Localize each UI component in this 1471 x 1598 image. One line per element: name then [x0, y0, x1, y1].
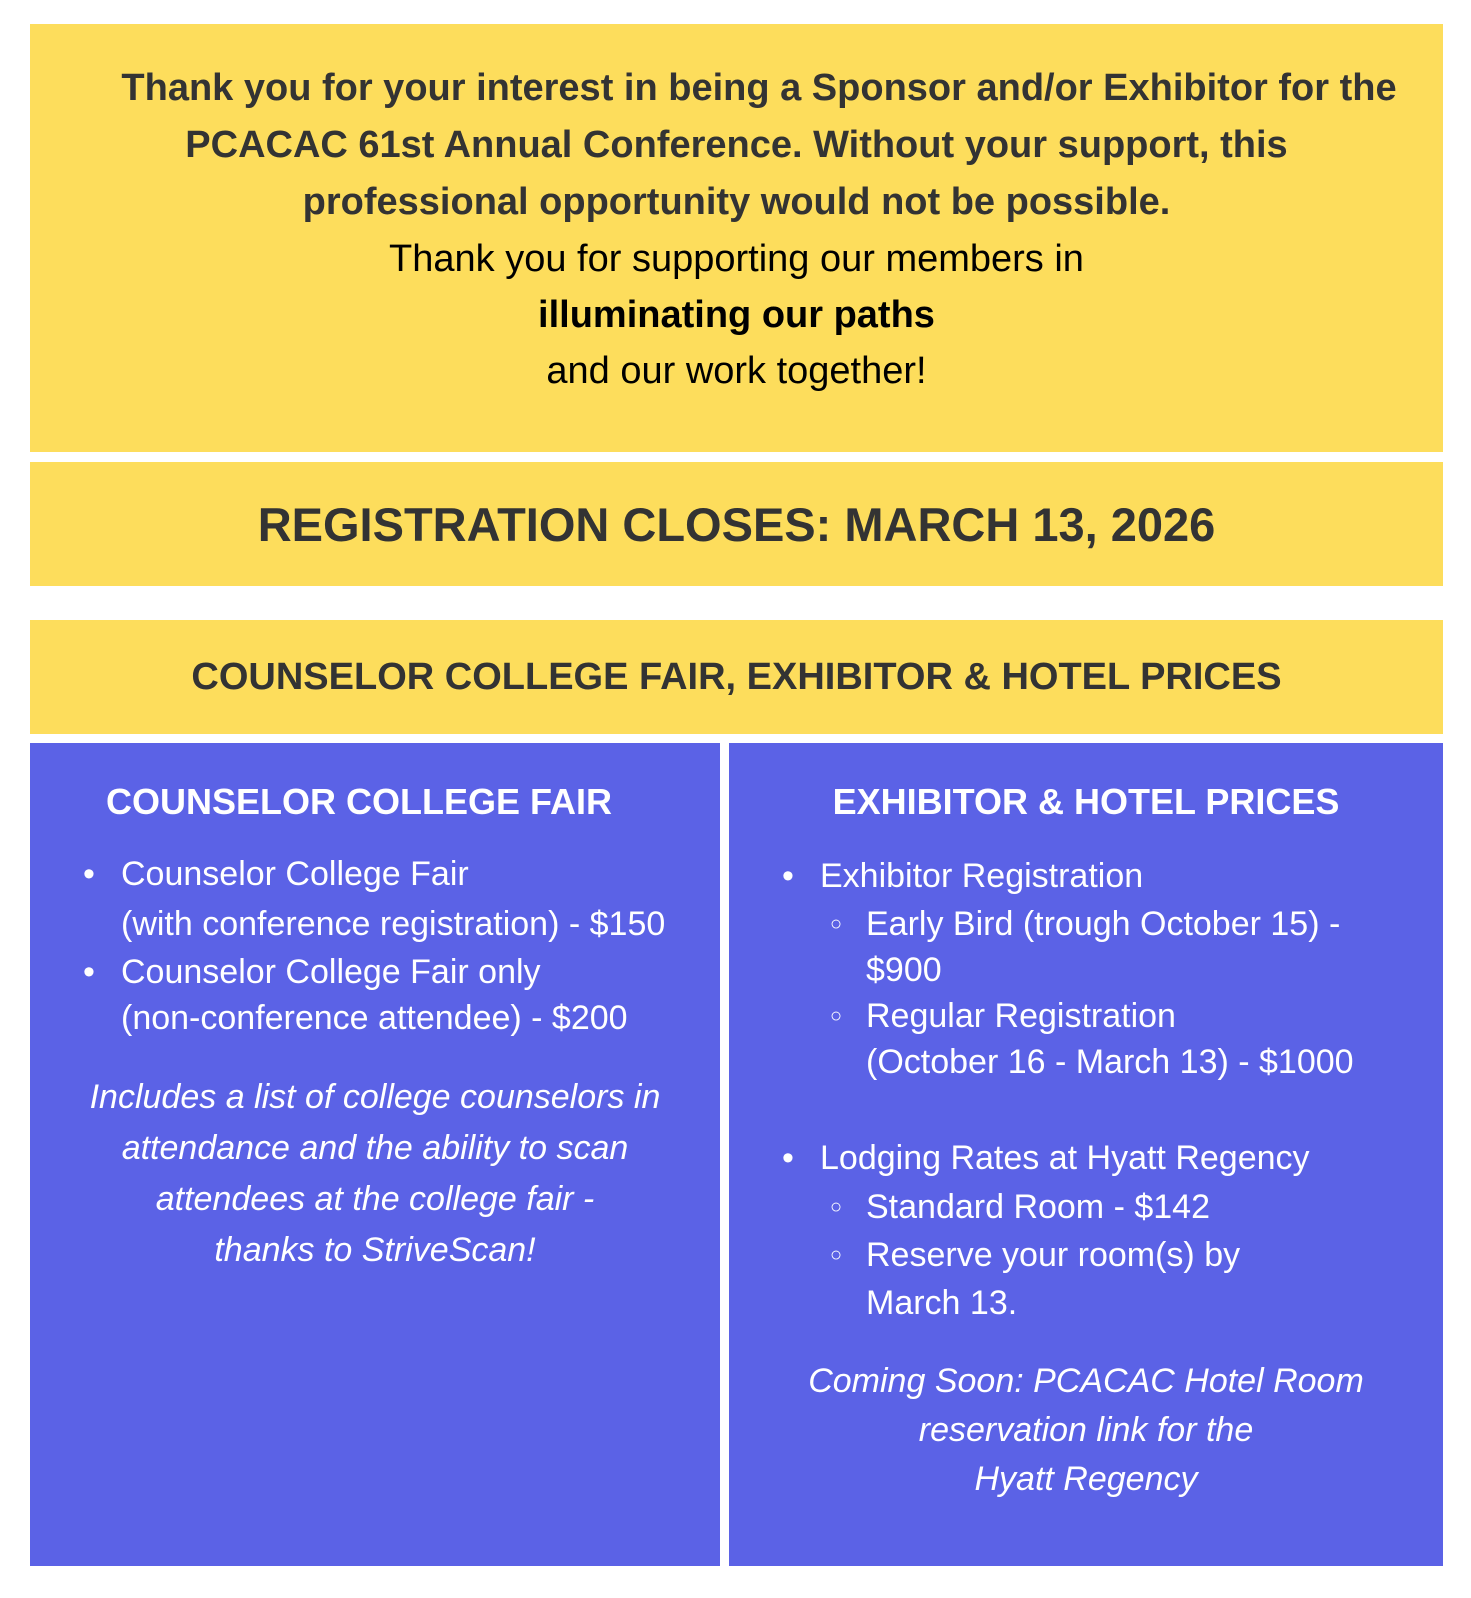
spacer [820, 1085, 1443, 1133]
lodging-label: • Lodging Rates at Hyatt Regency [820, 1139, 1310, 1177]
hotel-link-note [729, 1357, 1443, 1504]
note-line: Includes a list of college counselors in [89, 1078, 661, 1116]
intro-line-6: and our work together! [546, 350, 927, 392]
exhibitor-sublist [866, 901, 1443, 1085]
exhibitor-hotel-title: EXHIBITOR & HOTEL PRICES [832, 781, 1340, 822]
early-bird-price: $900 [866, 951, 942, 989]
prices-heading: COUNSELOR COLLEGE FAIR, EXHIBITOR & HOTEL PRICES [191, 655, 1282, 698]
reserve-deadline-line-1: ○ Reserve your room(s) by [866, 1236, 1241, 1274]
strivescan-note [30, 1072, 720, 1276]
note-line: Hyatt Regency [974, 1460, 1198, 1498]
lodging-sublist [866, 1183, 1443, 1327]
item-price: (non-conference attendee) - $200 [121, 999, 628, 1037]
list-item [866, 993, 1443, 1085]
counselor-fair-panel [30, 743, 720, 1566]
regular-price: (October 16 - March 13) - $1000 [866, 1043, 1354, 1081]
item-label: • Counselor College Fair only [121, 953, 541, 991]
counselor-fair-list [121, 849, 720, 1043]
note-line: Coming Soon: PCACAC Hotel Room [808, 1362, 1364, 1400]
list-item [866, 901, 1443, 993]
standard-room-price: ○ Standard Room - $142 [866, 1188, 1210, 1226]
intro-emphasis: illuminating our paths [538, 294, 935, 336]
exhibitor-registration-item [820, 851, 1443, 1085]
item-price: (with conference registration) - $150 [121, 905, 666, 943]
note-line: attendance and the ability to scan [121, 1129, 629, 1167]
list-item [121, 947, 720, 1043]
note-line: attendees at the college fair - [155, 1180, 595, 1218]
thank-you-banner [30, 24, 1443, 452]
exhibitor-hotel-list [820, 851, 1443, 1327]
intro-line-4: Thank you for supporting our members in [389, 238, 1084, 280]
note-line: reservation link for the [918, 1411, 1254, 1449]
prices-heading-banner [30, 620, 1443, 734]
early-bird-label: ○ Early Bird (trough October 15) - [866, 905, 1341, 943]
lodging-item [820, 1133, 1443, 1327]
reserve-deadline-line-2: March 13. [866, 1284, 1018, 1322]
intro-line-2: PCACAC 61st Annual Conference. Without your support, this [185, 124, 1288, 166]
regular-label: ○ Regular Registration [866, 997, 1176, 1035]
intro-line-1: Thank you for your interest in being a Sponsor and/or Exhibitor for the [121, 67, 1397, 109]
list-item [866, 1183, 1443, 1231]
counselor-fair-title: COUNSELOR COLLEGE FAIR [106, 781, 613, 822]
list-item [866, 1231, 1443, 1327]
intro-line-3: professional opportunity would not be possible. [302, 181, 1171, 223]
item-label: • Counselor College Fair [121, 855, 469, 893]
registration-closes-text: REGISTRATION CLOSES: MARCH 13, 2026 [257, 497, 1216, 551]
exhibitor-registration-label: • Exhibitor Registration [820, 857, 1144, 895]
registration-closes-banner [30, 462, 1443, 586]
note-line: thanks to StriveScan! [214, 1231, 536, 1269]
exhibitor-hotel-panel [729, 743, 1443, 1566]
list-item [121, 849, 720, 949]
